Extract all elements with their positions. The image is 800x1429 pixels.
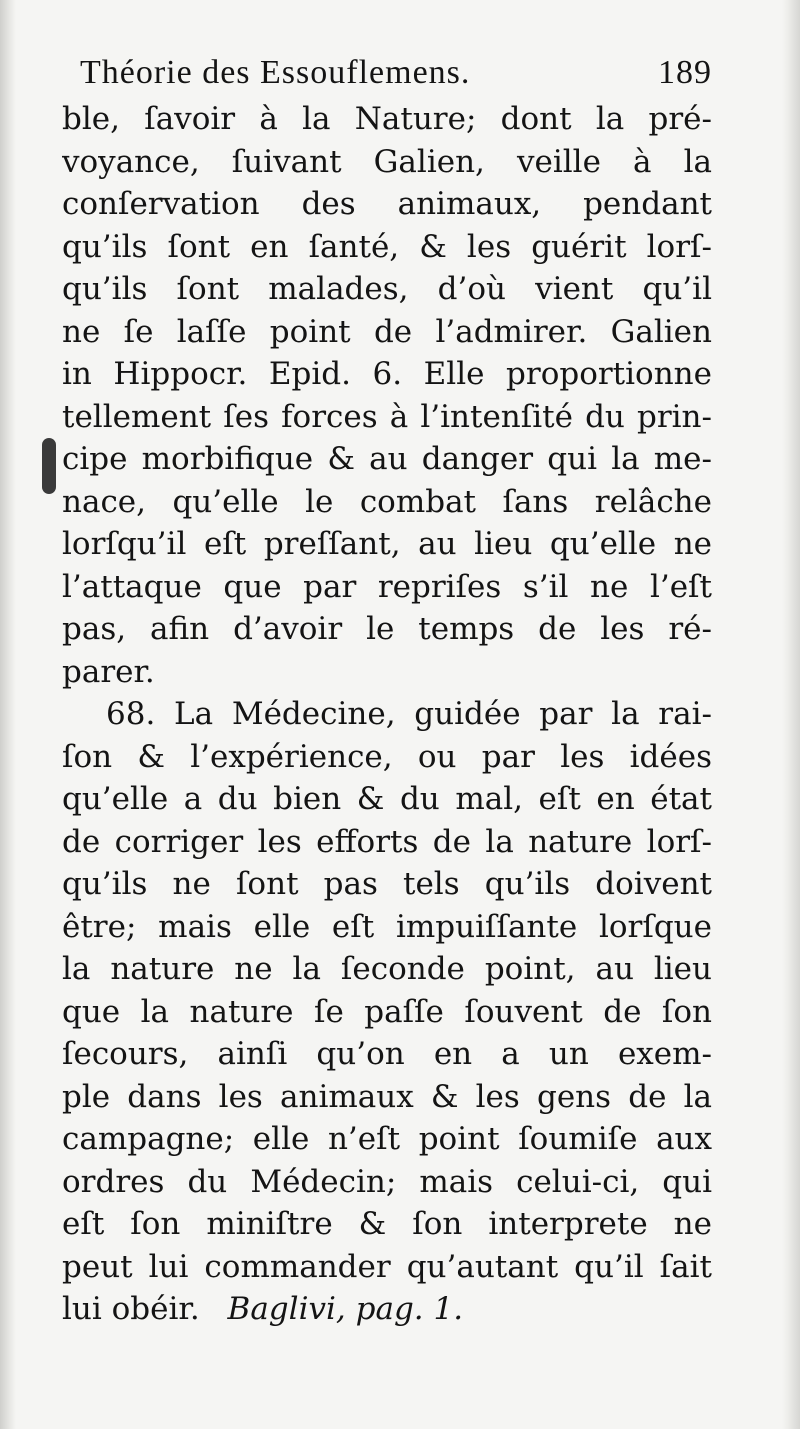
text-line: voyance, ſuivant Galien, veille à la	[62, 143, 712, 180]
text-line: être; mais elle eſt impuiſſante lorſque	[62, 908, 712, 945]
text-line: ble, ſavoir à la Nature; dont la pré-	[62, 101, 712, 137]
page-edge-shadow	[782, 0, 800, 1429]
text-line: la nature ne la ſeconde point, au lieu	[62, 951, 712, 987]
text-line: campagne; elle n’eſt point ſoumiſe aux	[62, 1121, 712, 1157]
text-line: ſecours, ainſi qu’on en a un exem-	[62, 1036, 712, 1072]
text-line: ordres du Médecin; mais celui-ci, qui	[62, 1163, 712, 1200]
text-line: eſt ſon miniſtre & ſon interprete ne	[62, 1206, 712, 1242]
paragraph-start-line: 68. La Médecine, guidée par la rai-	[106, 696, 712, 732]
text-line: qu’ils ſont en ſanté, & les guérit lorſ-	[62, 228, 712, 265]
text-line: lorſqu’il eſt preſſant, au lieu qu’elle ne	[62, 526, 712, 562]
ink-blot	[42, 438, 56, 494]
text-line: ple dans les animaux & les gens de la	[62, 1078, 712, 1115]
text-line: que la nature ſe paſſe ſouvent de ſon	[62, 993, 712, 1030]
text-line: de corriger les efforts de la nature lorſ-	[62, 823, 712, 860]
text-line: peut lui commander qu’autant qu’il ſait	[62, 1248, 712, 1285]
closing-text: lui obéir.	[62, 1291, 200, 1327]
text-line: nace, qu’elle le combat ſans relâche	[62, 483, 712, 520]
text-line: conſervation des animaux, pendant	[62, 186, 712, 222]
text-line: parer.	[62, 653, 155, 690]
text-line: pas, afin d’avoir le temps de les ré-	[62, 611, 712, 647]
closing-line	[62, 1288, 712, 1331]
page-number: 189	[658, 54, 712, 91]
running-title: Théorie des Essouflemens.	[80, 54, 471, 91]
text-line: qu’ils ſont malades, d’où vient qu’il	[62, 271, 712, 307]
book-gutter-shadow	[0, 0, 16, 1429]
text-line: qu’elle a du bien & du mal, eſt en état	[62, 781, 712, 817]
book-page	[62, 48, 712, 1331]
running-head	[62, 48, 712, 98]
text-line: qu’ils ne ſont pas tels qu’ils doivent	[62, 866, 712, 902]
text-line: ſon & l’expérience, ou par les idées	[62, 738, 712, 775]
text-line: tellement ſes forces à l’intenſité du prin-	[62, 398, 712, 435]
text-line: ne ſe laſſe point de l’admirer. Galien	[62, 313, 712, 350]
text-line: cipe morbifique & au danger qui la me-	[62, 441, 712, 477]
citation-reference: Baglivi, pag. 1.	[227, 1291, 464, 1327]
text-line: l’attaque que par repriſes s’il ne l’eſt	[62, 568, 712, 605]
body-text	[62, 98, 712, 1331]
text-line: in Hippocr. Epid. 6. Elle proportionne	[62, 356, 712, 392]
